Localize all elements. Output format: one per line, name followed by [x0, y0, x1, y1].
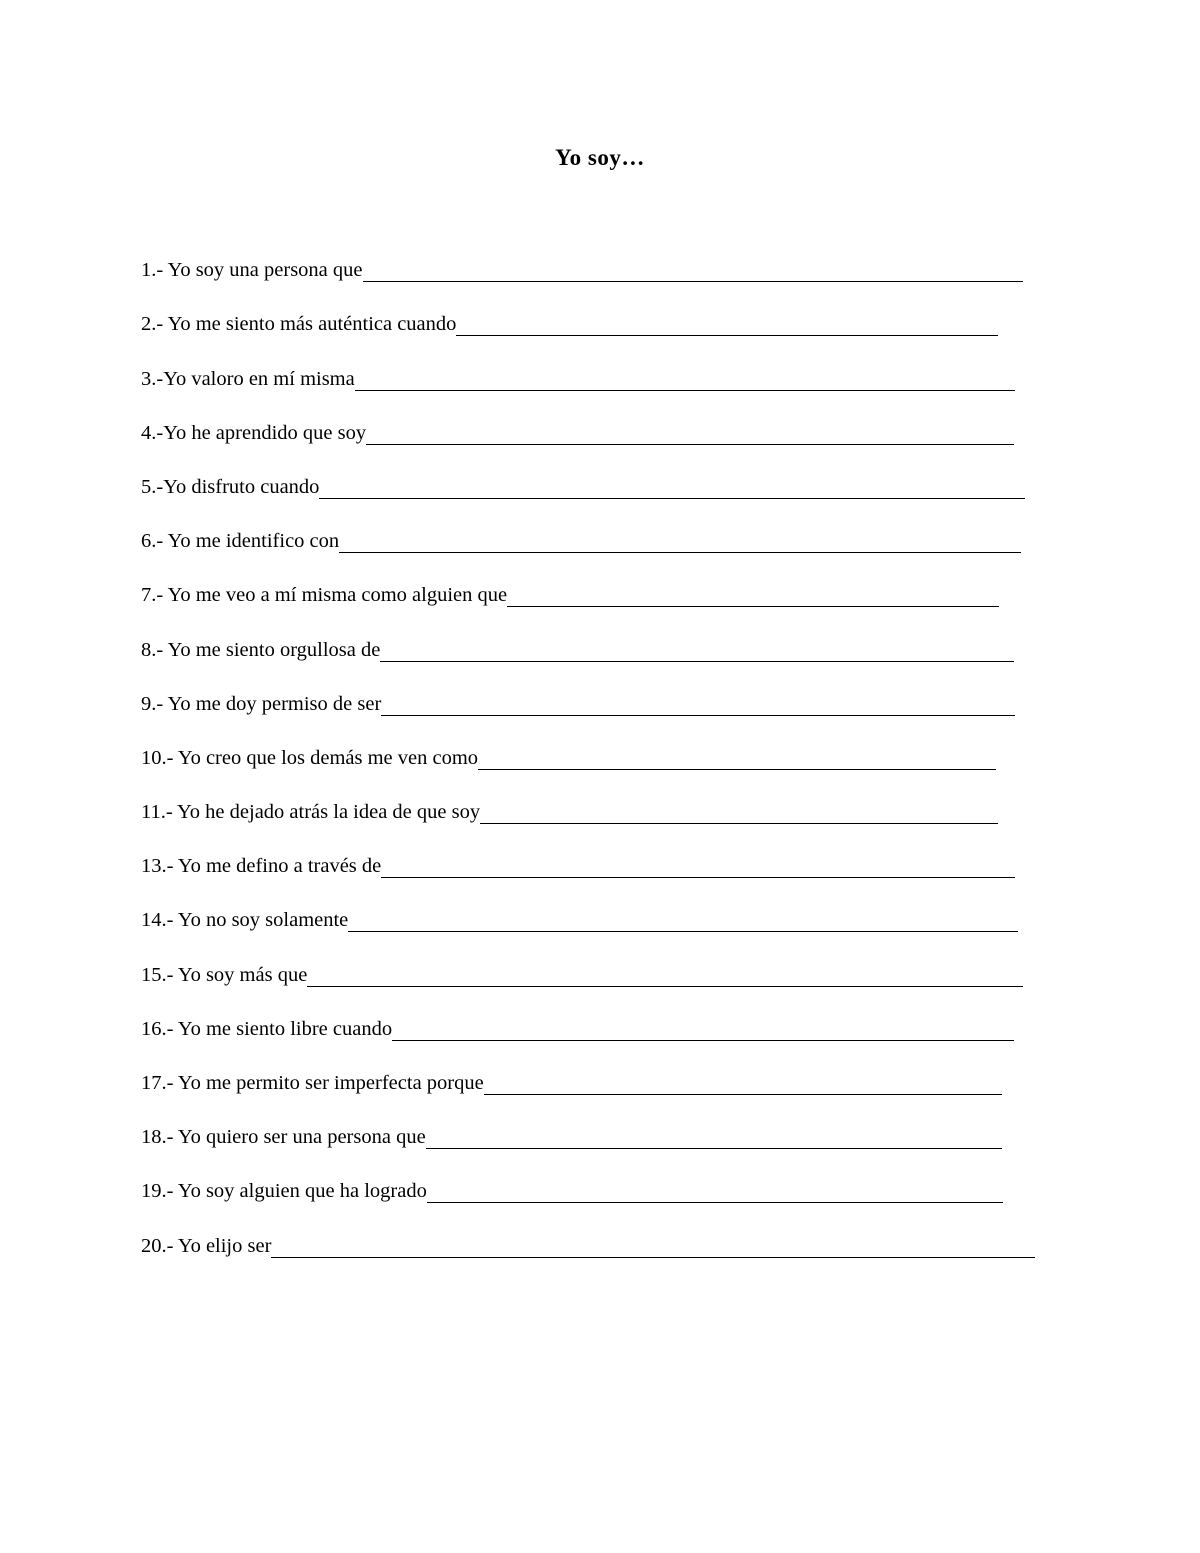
page-title: Yo soy…: [555, 145, 645, 170]
answer-line[interactable]: [307, 986, 1023, 987]
list-item: [141, 826, 1061, 880]
answer-line[interactable]: [380, 661, 1014, 662]
answer-line[interactable]: [271, 1257, 1035, 1258]
list-item: [141, 989, 1061, 1043]
prompt-list: [141, 230, 1061, 1260]
answer-line[interactable]: [348, 931, 1018, 932]
answer-line[interactable]: [339, 552, 1021, 553]
answer-line[interactable]: [480, 823, 998, 824]
list-item: [141, 772, 1061, 826]
list-item: [141, 447, 1061, 501]
list-item: [141, 393, 1061, 447]
prompt-text: 19.- Yo soy alguien que ha logrado: [141, 1180, 427, 1203]
prompt-text: 14.- Yo no soy solamente: [141, 909, 349, 932]
answer-line[interactable]: [478, 769, 996, 770]
list-item: [141, 338, 1061, 392]
prompt-text: 2.- Yo me siento más auténtica cuando: [141, 313, 457, 336]
prompt-text: 5.-Yo disfruto cuando: [141, 475, 320, 498]
list-item: [141, 1151, 1061, 1205]
prompt-text: 11.- Yo he dejado atrás la idea de que soy: [141, 801, 481, 824]
list-item: [141, 230, 1061, 284]
prompt-text: 20.- Yo elijo ser: [141, 1234, 272, 1257]
list-item: [141, 1043, 1061, 1097]
list-item: [141, 1097, 1061, 1151]
answer-line[interactable]: [427, 1202, 1003, 1203]
prompt-text: 13.- Yo me defino a través de: [141, 855, 382, 878]
list-item: [141, 284, 1061, 338]
prompt-text: 6.- Yo me identifico con: [141, 530, 340, 553]
answer-line[interactable]: [319, 498, 1025, 499]
prompt-text: 15.- Yo soy más que: [141, 963, 308, 986]
prompt-text: 9.- Yo me doy permiso de ser: [141, 692, 382, 715]
prompt-text: 4.-Yo he aprendido que soy: [141, 421, 367, 444]
list-item: [141, 718, 1061, 772]
answer-line[interactable]: [484, 1094, 1002, 1095]
prompt-text: 7.- Yo me veo a mí misma como alguien que: [141, 584, 508, 607]
list-item: [141, 501, 1061, 555]
list-item: [141, 664, 1061, 718]
prompt-text: 1.- Yo soy una persona que: [141, 259, 363, 282]
list-item: [141, 609, 1061, 663]
answer-line[interactable]: [392, 1040, 1014, 1041]
list-item: [141, 555, 1061, 609]
answer-line[interactable]: [426, 1148, 1002, 1149]
answer-line[interactable]: [381, 877, 1015, 878]
answer-line[interactable]: [363, 281, 1023, 282]
answer-line[interactable]: [381, 715, 1015, 716]
prompt-text: 8.- Yo me siento orgullosa de: [141, 638, 381, 661]
answer-line[interactable]: [355, 390, 1015, 391]
list-item: [141, 880, 1061, 934]
prompt-text: 3.-Yo valoro en mí misma: [141, 367, 355, 390]
list-item: [141, 1205, 1061, 1259]
answer-line[interactable]: [456, 335, 998, 336]
answer-line[interactable]: [366, 444, 1014, 445]
list-item: [141, 934, 1061, 988]
prompt-text: 17.- Yo me permito ser imperfecta porque: [141, 1072, 484, 1094]
prompt-text: 16.- Yo me siento libre cuando: [141, 1017, 393, 1040]
prompt-text: 18.- Yo quiero ser una persona que: [141, 1126, 426, 1149]
answer-line[interactable]: [507, 606, 999, 607]
prompt-text: 10.- Yo creo que los demás me ven como: [141, 746, 479, 769]
